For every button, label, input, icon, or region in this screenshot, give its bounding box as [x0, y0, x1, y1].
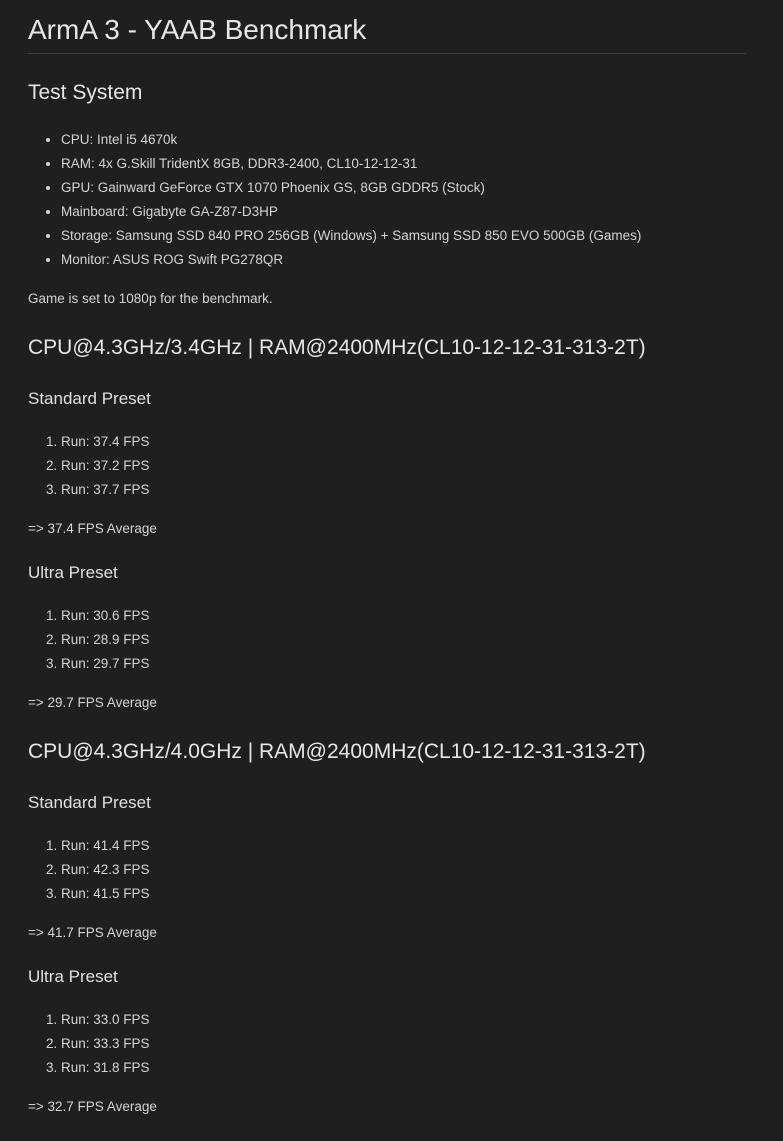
- run-item: 2. Run: 37.2 FPS: [61, 454, 746, 478]
- run-item: 3. Run: 29.7 FPS: [61, 652, 746, 676]
- average-text: => 37.4 FPS Average: [28, 521, 157, 536]
- list-item: • Mainboard: Gigabyte GA-Z87-D3HP: [61, 200, 746, 224]
- config-heading: CPU@4.3GHz/4.0GHz | RAM@2400MHz(CL10-12-12-31-313-2T): [28, 740, 646, 763]
- average-text: => 41.7 FPS Average: [28, 925, 157, 940]
- run-item: 1. Run: 37.4 FPS: [61, 430, 746, 454]
- page-title: ArmA 3 - YAAB Benchmark: [28, 14, 367, 45]
- list-item: • CPU: Intel i5 4670k: [61, 128, 746, 152]
- runs-list: [28, 604, 746, 676]
- run-item: 3. Run: 31.8 FPS: [61, 1056, 746, 1080]
- list-item: • Storage: Samsung SSD 840 PRO 256GB (Windows) + Samsung SSD 850 EVO 500GB (Games): [61, 224, 746, 248]
- test-system-heading: Test System: [28, 81, 143, 104]
- resolution-note: Game is set to 1080p for the benchmark.: [28, 291, 273, 306]
- standard-preset-heading: Standard Preset: [28, 389, 151, 408]
- runs-list: [28, 834, 746, 906]
- run-item: 1. Run: 41.4 FPS: [61, 834, 746, 858]
- runs-list: [28, 430, 746, 502]
- run-item: 2. Run: 42.3 FPS: [61, 858, 746, 882]
- title-divider: [28, 53, 746, 54]
- test-system-list: [28, 128, 746, 272]
- ultra-preset-heading: Ultra Preset: [28, 967, 118, 986]
- run-item: 1. Run: 33.0 FPS: [61, 1008, 746, 1032]
- standard-preset-heading: Standard Preset: [28, 793, 151, 812]
- config-heading: CPU@4.3GHz/3.4GHz | RAM@2400MHz(CL10-12-12-31-313-2T): [28, 336, 646, 359]
- average-text: => 32.7 FPS Average: [28, 1099, 157, 1114]
- run-item: 3. Run: 41.5 FPS: [61, 882, 746, 906]
- run-item: 1. Run: 30.6 FPS: [61, 604, 746, 628]
- list-item: • RAM: 4x G.Skill TridentX 8GB, DDR3-2400, CL10-12-12-31: [61, 152, 746, 176]
- runs-list: [28, 1008, 746, 1080]
- run-item: 2. Run: 33.3 FPS: [61, 1032, 746, 1056]
- run-item: 3. Run: 37.7 FPS: [61, 478, 746, 502]
- list-item: • Monitor: ASUS ROG Swift PG278QR: [61, 248, 746, 272]
- average-text: => 29.7 FPS Average: [28, 695, 157, 710]
- list-item: • GPU: Gainward GeForce GTX 1070 Phoenix GS, 8GB GDDR5 (Stock): [61, 176, 746, 200]
- ultra-preset-heading: Ultra Preset: [28, 563, 118, 582]
- run-item: 2. Run: 28.9 FPS: [61, 628, 746, 652]
